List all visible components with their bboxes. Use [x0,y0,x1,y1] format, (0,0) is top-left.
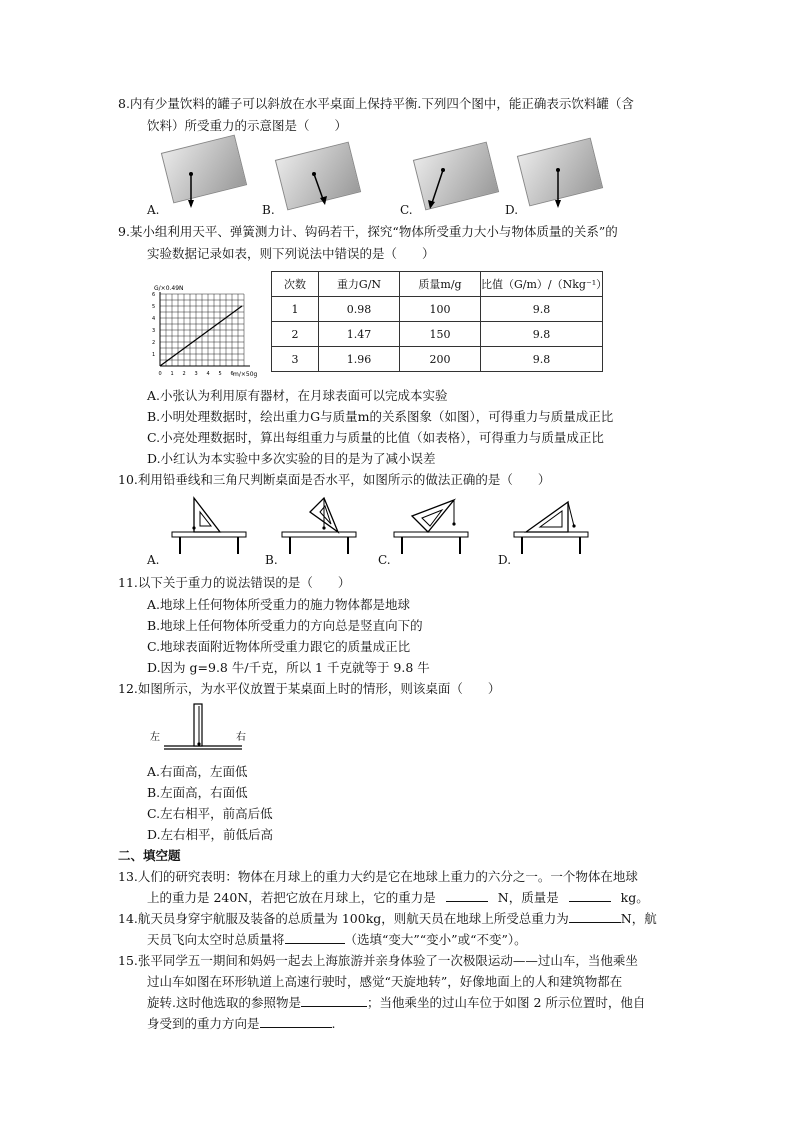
q12-level-figure [148,700,258,758]
x-tick-label: 2 [182,371,186,377]
table-row [272,347,603,372]
q12-option-a[interactable]: A.右面高，左面低 [147,764,248,779]
q10-option-a[interactable]: A. [147,553,160,567]
q13-stem-line2 [147,888,649,908]
table-row [272,297,603,322]
x-tick-label: 4 [206,371,210,377]
q8-option-c[interactable]: C. [400,203,413,217]
q12-option-d[interactable]: D.左右相平，前低后高 [147,827,274,842]
q8-stem-line1: 8.内有少量饮料的罐子可以斜放在水平桌面上保持平衡.下列四个图中，能正确表示饮料罐（含 [118,96,634,111]
y-tick-label: 3 [152,328,156,334]
q14-text-b: N，航 [620,911,657,926]
table-cell: 3 [272,347,319,372]
table-cell: 200 [400,347,481,372]
table-header-cell: 比值（G/m）/（Nkg⁻¹） [481,272,603,297]
q9-graph-xlabel: m/×50g [233,371,258,378]
q10-figure-a [170,494,250,558]
q13-blank-weight[interactable] [446,888,488,902]
q15-stem-line1: 15.张平同学五一期间和妈妈一起去上海旅游并亲身体验了一次极限运动——过山车，当他乘坐 [118,953,638,968]
y-tick-label: 1 [152,352,156,358]
q10-option-b[interactable]: B. [265,553,278,567]
q15-text-d: . [331,1016,336,1031]
table-cell: 1.47 [319,322,400,347]
table-cell: 0.98 [319,297,400,322]
q9-option-d[interactable]: D.小红认为本实验中多次实验的目的是为了减小误差 [147,451,436,466]
q9-stem-line1: 9.某小组利用天平、弹簧测力计、钩码若干，探究“物体所受重力大小与物体质量的关系”的 [118,224,618,239]
q8-stem-line2: 饮料）所受重力的示意图是（ ） [147,118,348,133]
q10-option-c[interactable]: C. [378,553,391,567]
table-cell: 2 [272,322,319,347]
table-cell: 1.96 [319,347,400,372]
q9-graph [148,280,266,380]
q12-left-label: 左 [150,732,160,743]
q15-blank-reference[interactable] [301,993,367,1007]
q14-stem-line2 [147,930,527,950]
q15-blank-direction[interactable] [260,1014,332,1028]
q13-blank-mass[interactable] [569,888,611,902]
q9-option-c[interactable]: C.小亮处理数据时，算出每组重力与质量的比值（如表格），可得重力与质量成正比 [147,430,604,445]
q8-option-b[interactable]: B. [262,203,275,217]
q12-option-c[interactable]: C.左右相平，前高后低 [147,806,273,821]
y-tick-label: 6 [152,292,156,298]
q10-figure-b [280,494,360,558]
q8-option-a[interactable]: A. [147,203,160,217]
table-cell: 150 [400,322,481,347]
q9-option-b[interactable]: B.小明处理数据时，绘出重力G与质量m的关系图象（如图），可得重力与质量成正比 [147,409,614,424]
table-header-row [272,272,603,297]
q11-option-d[interactable]: D.因为 g=9.8 牛/千克，所以 1 千克就等于 9.8 牛 [147,660,430,675]
q14-blank-mass[interactable] [285,930,345,944]
q11-option-c[interactable]: C.地球表面附近物体所受重力跟它的质量成正比 [147,639,411,654]
q10-option-d[interactable]: D. [498,553,512,567]
y-tick-label: 2 [152,340,156,346]
q14-text-a: 14.航天员身穿宇航服及装备的总质量为 100kg，则航天员在地球上所受总重力为 [118,911,569,926]
q15-text-c: 身受到的重力方向是 [147,1016,260,1031]
x-tick-label: 1 [170,371,174,377]
q10-figure-c [392,494,472,558]
table-cell: 100 [400,297,481,322]
q8-option-d[interactable]: D. [505,203,519,217]
q9-stem-line2: 实验数据记录如表，则下列说法中错误的是（ ） [147,246,435,261]
q8-arrow-c [405,140,495,212]
q9-graph-ylabel: G/×0.49N [154,285,184,292]
q9-graph-grid [160,294,244,366]
q9-option-a[interactable]: A.小张认为利用原有器材，在月球表面可以完成本实验 [147,388,448,403]
q8-arrow-d [518,140,608,212]
q15-text-b: ；当他乘坐的过山车位于如图 2 所示位置时，他自 [366,995,646,1010]
q8-arrow-a [160,138,250,210]
q11-stem: 11.以下关于重力的说法错误的是（ ） [118,575,351,590]
q15-stem-line3 [147,993,645,1013]
section-title-fill-in: 二、填空题 [118,848,181,863]
table-cell: 9.8 [481,347,603,372]
q13-text-a: 上的重力是 240N，若把它放在月球上，它的重力是 [147,890,436,905]
x-tick-label: 3 [194,371,198,377]
table-header-cell: 质量m/g [400,272,481,297]
q10-figure-d [512,494,592,558]
q15-stem-line4 [147,1014,336,1034]
q9-data-table [271,271,608,372]
table-cell: 9.8 [481,297,603,322]
q11-option-a[interactable]: A.地球上任何物体所受重力的施力物体都是地球 [147,597,411,612]
q10-stem: 10.利用铅垂线和三角尺判断桌面是否水平，如图所示的做法正确的是（ ） [118,472,551,487]
y-tick-label: 4 [152,316,156,322]
q13-text-b: N，质量是 [497,890,559,905]
table-cell: 9.8 [481,322,603,347]
q13-stem-line1: 13.人们的研究表明：物体在月球上的重力大约是它在地球上重力的六分之一。一个物体在地球 [118,869,638,884]
q14-blank-weight[interactable] [569,909,621,923]
q15-text-a: 旋转.这时他选取的参照物是 [147,995,301,1010]
q12-stem: 12.如图所示，为水平仪放置于某桌面上时的情形，则该桌面（ ） [118,681,501,696]
table-cell: 1 [272,297,319,322]
q11-option-b[interactable]: B.地球上任何物体所受重力的方向总是竖直向下的 [147,618,423,633]
y-tick-label: 5 [152,304,156,310]
q12-right-label: 右 [236,732,246,743]
x-tick-label: 6 [230,371,234,377]
q12-option-b[interactable]: B.左面高，右面低 [147,785,248,800]
q14-stem-line1 [118,909,657,929]
q14-text-c: 天员飞向太空时总质量将 [147,932,285,947]
q15-stem-line2: 过山车如图在环形轨道上高速行驶时，感觉“天旋地转”，好像地面上的人和建筑物都在 [147,974,623,989]
x-tick-label: 0 [158,371,162,377]
table-row [272,322,603,347]
q8-arrow-b [272,140,362,212]
x-tick-label: 5 [218,371,222,377]
q14-text-d: （选填“变大”“变小”或“不变”）。 [344,932,527,947]
table-header-cell: 次数 [272,272,319,297]
q13-text-c: kg。 [620,890,649,905]
table-header-cell: 重力G/N [319,272,400,297]
